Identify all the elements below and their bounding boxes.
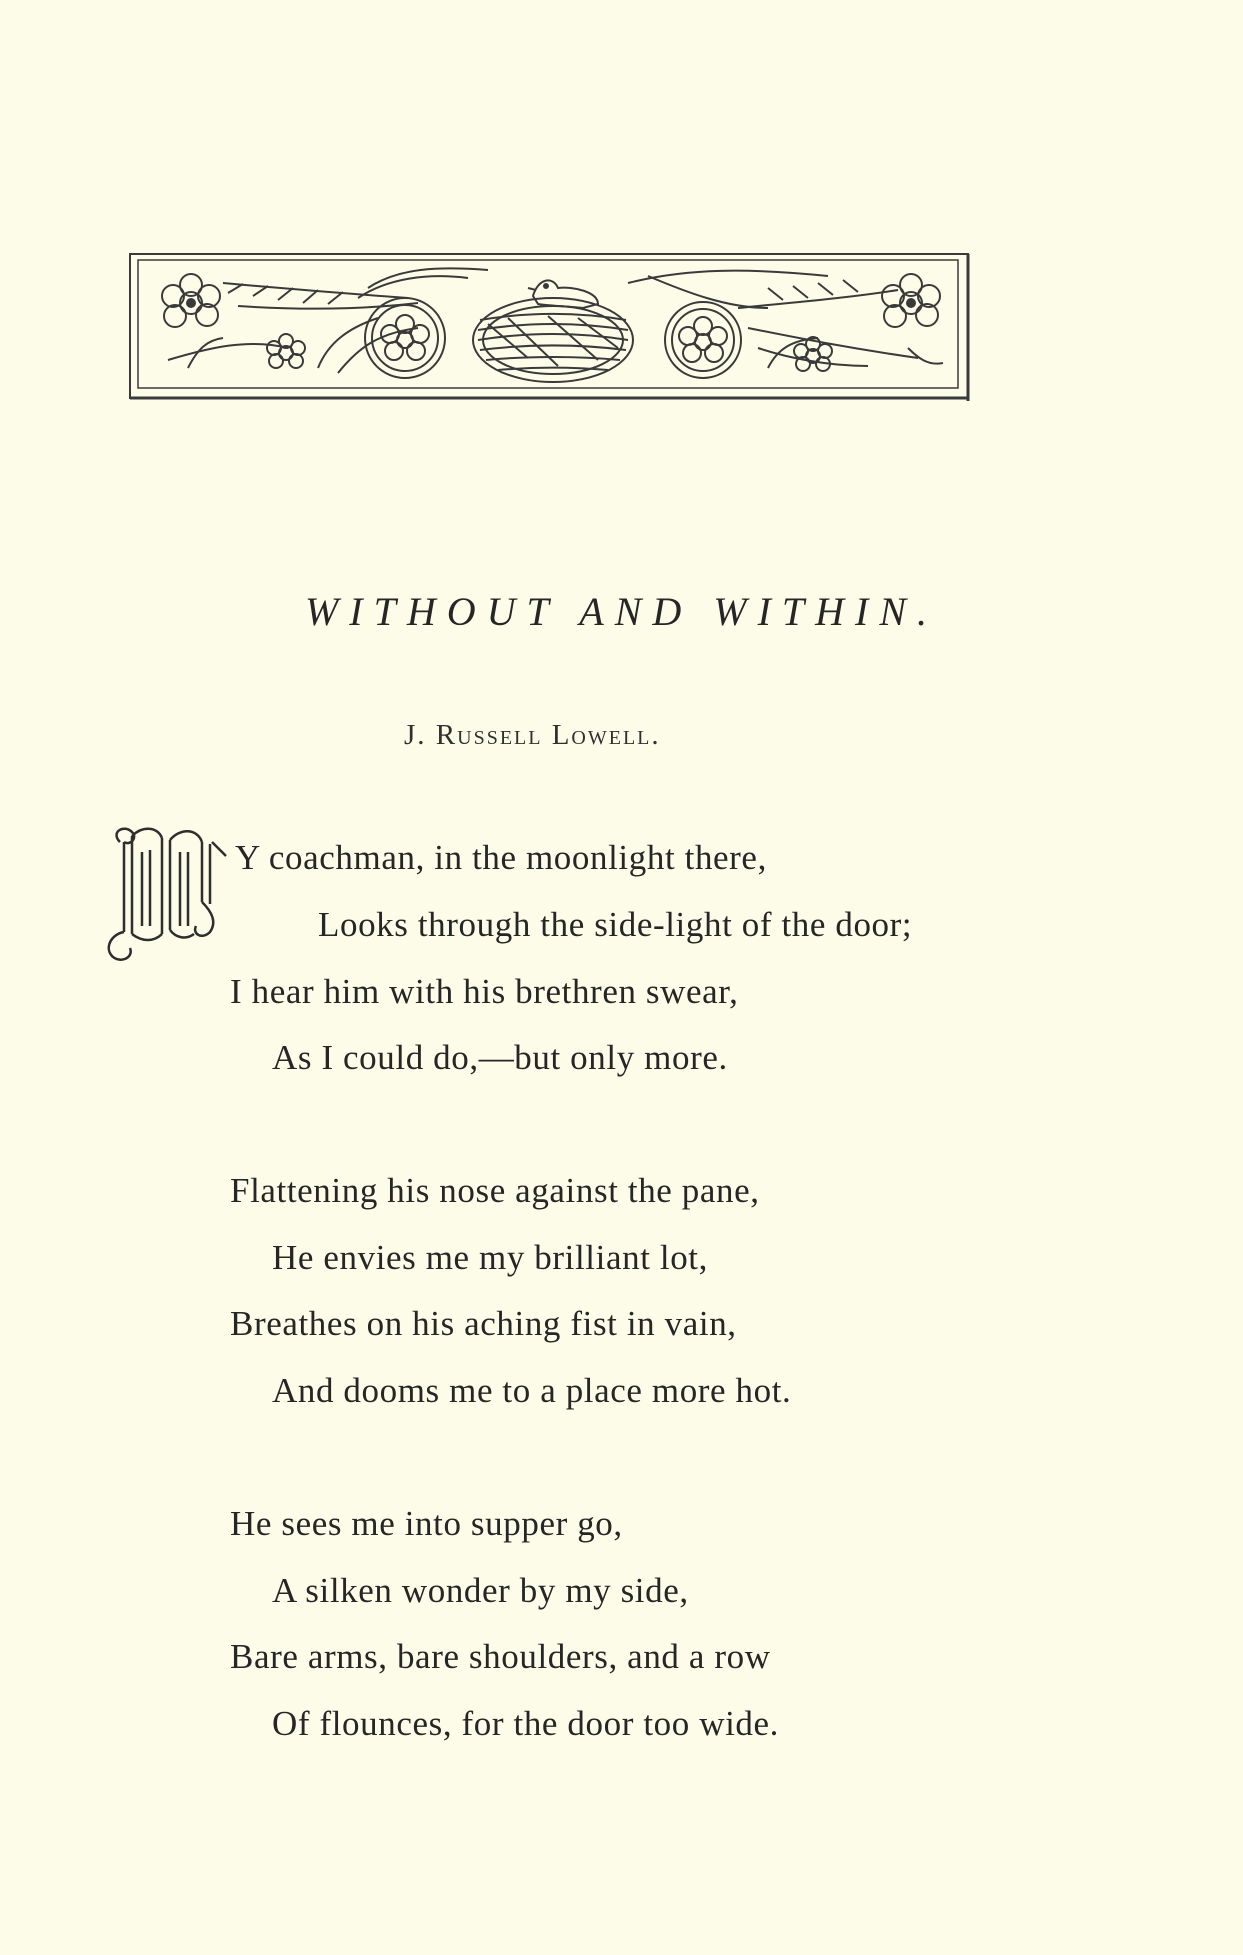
poem-line: As I could do,—but only more.: [272, 1038, 728, 1077]
poem-line: Breathes on his aching fist in vain,: [230, 1304, 737, 1343]
poem-line: Looks through the side-light of the door;: [318, 905, 913, 944]
poem-line: Y coachman, in the moonlight there,: [235, 838, 767, 877]
poem-line: And dooms me to a place more hot.: [272, 1371, 792, 1410]
poem-line: He sees me into supper go,: [230, 1504, 623, 1543]
poem-line: He envies me my brilliant lot,: [272, 1238, 708, 1277]
medallion-flower-icon: [381, 315, 429, 360]
poem-line: Bare arms, bare shoulders, and a row: [230, 1637, 771, 1676]
small-flower-icon: [267, 334, 305, 368]
poem-line: A silken wonder by my side,: [272, 1571, 689, 1610]
poem-author: J. Russell Lowell.: [404, 719, 661, 751]
floral-headpiece-ornament: [128, 248, 978, 404]
poem-title: WITHOUT AND WITHIN.: [304, 589, 939, 634]
poem-line: I hear him with his brethren swear,: [230, 972, 739, 1011]
decorative-drop-cap-m: [102, 822, 232, 974]
bird-nest-icon: [473, 280, 633, 382]
left-flower-icon: [162, 274, 220, 327]
right-flower-icon: [882, 274, 940, 327]
poem-line: Flattening his nose against the pane,: [230, 1171, 760, 1210]
poem-line: Of flounces, for the door too wide.: [272, 1704, 779, 1743]
